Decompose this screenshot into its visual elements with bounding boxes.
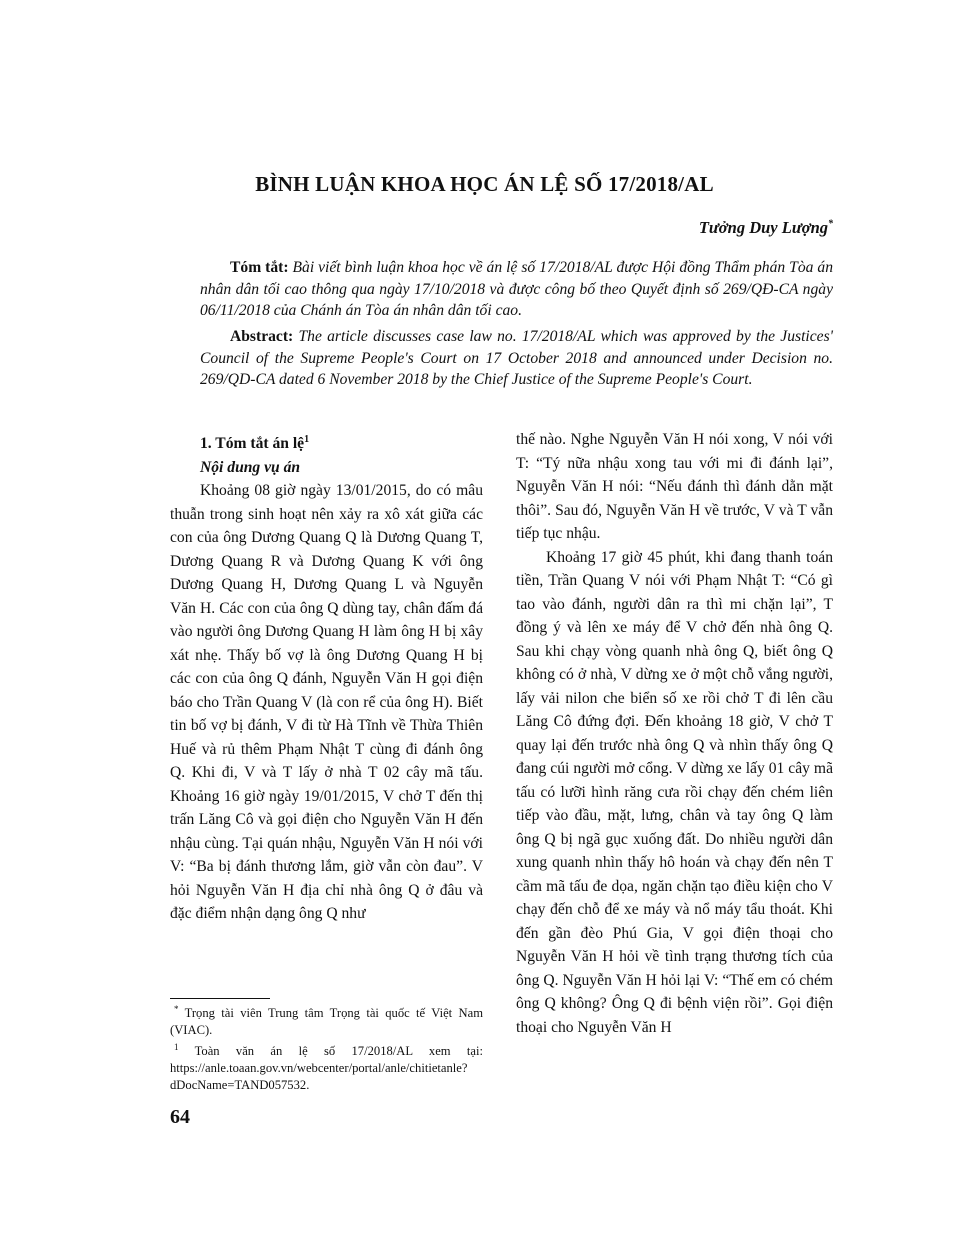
footnote-text: Toàn văn án lệ số 17/2018/AL xem tại: https://anle.toaan.gov.vn/webcenter/portal/anle/chitietanle?dDocName=TAND057532. (170, 1044, 484, 1093)
page-number: 64 (170, 1106, 190, 1128)
section-heading-text: 1. Tóm tắt án lệ (200, 435, 305, 453)
left-column (170, 428, 483, 926)
summary-en-label: Abstract: (230, 328, 294, 345)
footnotes (170, 1001, 483, 1094)
right-column (516, 428, 833, 1039)
footnote-mark: * (174, 1004, 179, 1014)
summary-english (200, 326, 833, 391)
section-heading (170, 428, 483, 456)
author-line (699, 218, 833, 238)
summary-vi-label: Tóm tắt: (230, 259, 289, 276)
author-name: Tưởng Duy Lượng (698, 218, 828, 237)
summary-en-text: The article discusses case law no. 17/2018/AL which was approved by the Justices' Council of the Supreme People's Court on 17 October 2018 and announced under Decision no. 269/QD-CA dated 6 November 2018 by the Chief Justice of the Supreme People's Court. (200, 328, 833, 388)
author-footnote-mark: * (828, 218, 833, 230)
subsection-heading: Nội dung vụ án (200, 458, 301, 476)
footnote (170, 1001, 483, 1039)
body-paragraph-continued: thế nào. Nghe Nguyễn Văn H nói xong, V nói với T: “Tý nữa nhậu xong tau với mi đi đánh lại”, Nguyễn Văn H nói: “Nếu đánh thì đánh dằn mặt thôi”. Sau đó, Nguyễn Văn H về trước, V và T vẫn tiếp tục nhậu. (516, 431, 833, 542)
article-title: BÌNH LUẬN KHOA HỌC ÁN LỆ SỐ 17/2018/AL (255, 172, 714, 196)
footnote-mark: 1 (174, 1042, 179, 1053)
footnote-text: Trọng tài viên Trung tâm Trọng tài quốc tế Việt Nam (VIAC). (170, 1006, 483, 1038)
footnote (170, 1039, 483, 1094)
footnote-divider (170, 998, 270, 999)
body-paragraph: Khoảng 17 giờ 45 phút, khi đang thanh toán tiền, Trần Quang V nói với Phạm Nhật T: “Có gì tao vào đánh, người dân ra thì mi chặn lại”, T đồng ý và lên xe máy để V chở đến nhà ông Q. Sau khi chạy vòng quanh nhà ông Q, biết ông Q không có ở nhà, V dừng xe ở một chỗ vắng người, lấy vải nilon che biển số xe rồi chở T đi lên cầu Lăng Cô đứng đợi. Đến khoảng 18 giờ, V chở T quay lại đến trước nhà ông Q và nhìn thấy ông Q đang cúi người mở cổng. V dừng xe lấy 01 cây mã tấu có lưỡi hình răng cưa rồi chạy đến chém liên tiếp vào đầu, mặt, lưng, chân và tay ông Q làm ông Q bị ngã gục xuống đất. Do nhiều người dân xung quanh nhìn thấy hô hoán và chạy đến nên T cầm mã tấu đe dọa, ngăn chặn tạo điều kiện cho V chạy đến chỗ để xe máy và nổ máy tẩu thoát. Khi đến gần đèo Phú Gia, V gọi điện thoại cho Nguyễn Văn H hỏi về tình trạng thương tích của ông Q. Nguyễn Văn H hỏi lại V: “Thế em có chém ông Q không? Ông Q đi bệnh viện rồi”. Gọi điện thoại cho Nguyễn Văn H (516, 548, 833, 1036)
summary-vi-text: Bài viết bình luận khoa học về án lệ số 17/2018/AL được Hội đồng Thẩm phán Tòa án nhân dân tối cao thông qua ngày 17/10/2018 và được công bố theo Quyết định số 269/QĐ-CA ngày 06/11/2018 của Chánh án Tòa án nhân dân tối cao. (200, 259, 833, 319)
summary-vietnamese (200, 257, 833, 322)
section-footnote-mark: 1 (304, 434, 310, 445)
body-paragraph: Khoảng 08 giờ ngày 13/01/2015, do có mâu thuẫn trong sinh hoạt nên xảy ra xô xát giữa các con của ông Dương Quang Q là Dương Quang T, Dương Quang R và Dương Quang K với ông Dương Quang H, Dương Quang L và Nguyễn Văn H. Các con của ông Q dùng tay, chân đấm đá vào người ông Dương Quang H làm ông H bị xây xát nhẹ. Thấy bố vợ là ông Dương Quang H bị các con của ông Q đánh, Nguyễn Văn H gọi điện báo cho Trần Quang V (là con rể của ông H). Biết tin bố vợ bị đánh, V đi từ Hà Tĩnh về Thừa Thiên Huế và rủ thêm Phạm Nhật T cùng đi đánh ông Q. Khi đi, V và T lấy ở nhà T 02 cây mã tấu. Khoảng 16 giờ ngày 19/01/2015, V chở T đến thị trấn Lăng Cô và gọi điện cho Nguyễn Văn H đến nhậu cùng. Tại quán nhậu, Nguyễn Văn H nói với V: “Ba bị đánh thương lắm, giờ vẫn còn đau”. V hỏi Nguyễn Văn H địa chỉ nhà ông Q ở đâu và đặc điểm nhận dạng ông Q như (170, 482, 483, 923)
